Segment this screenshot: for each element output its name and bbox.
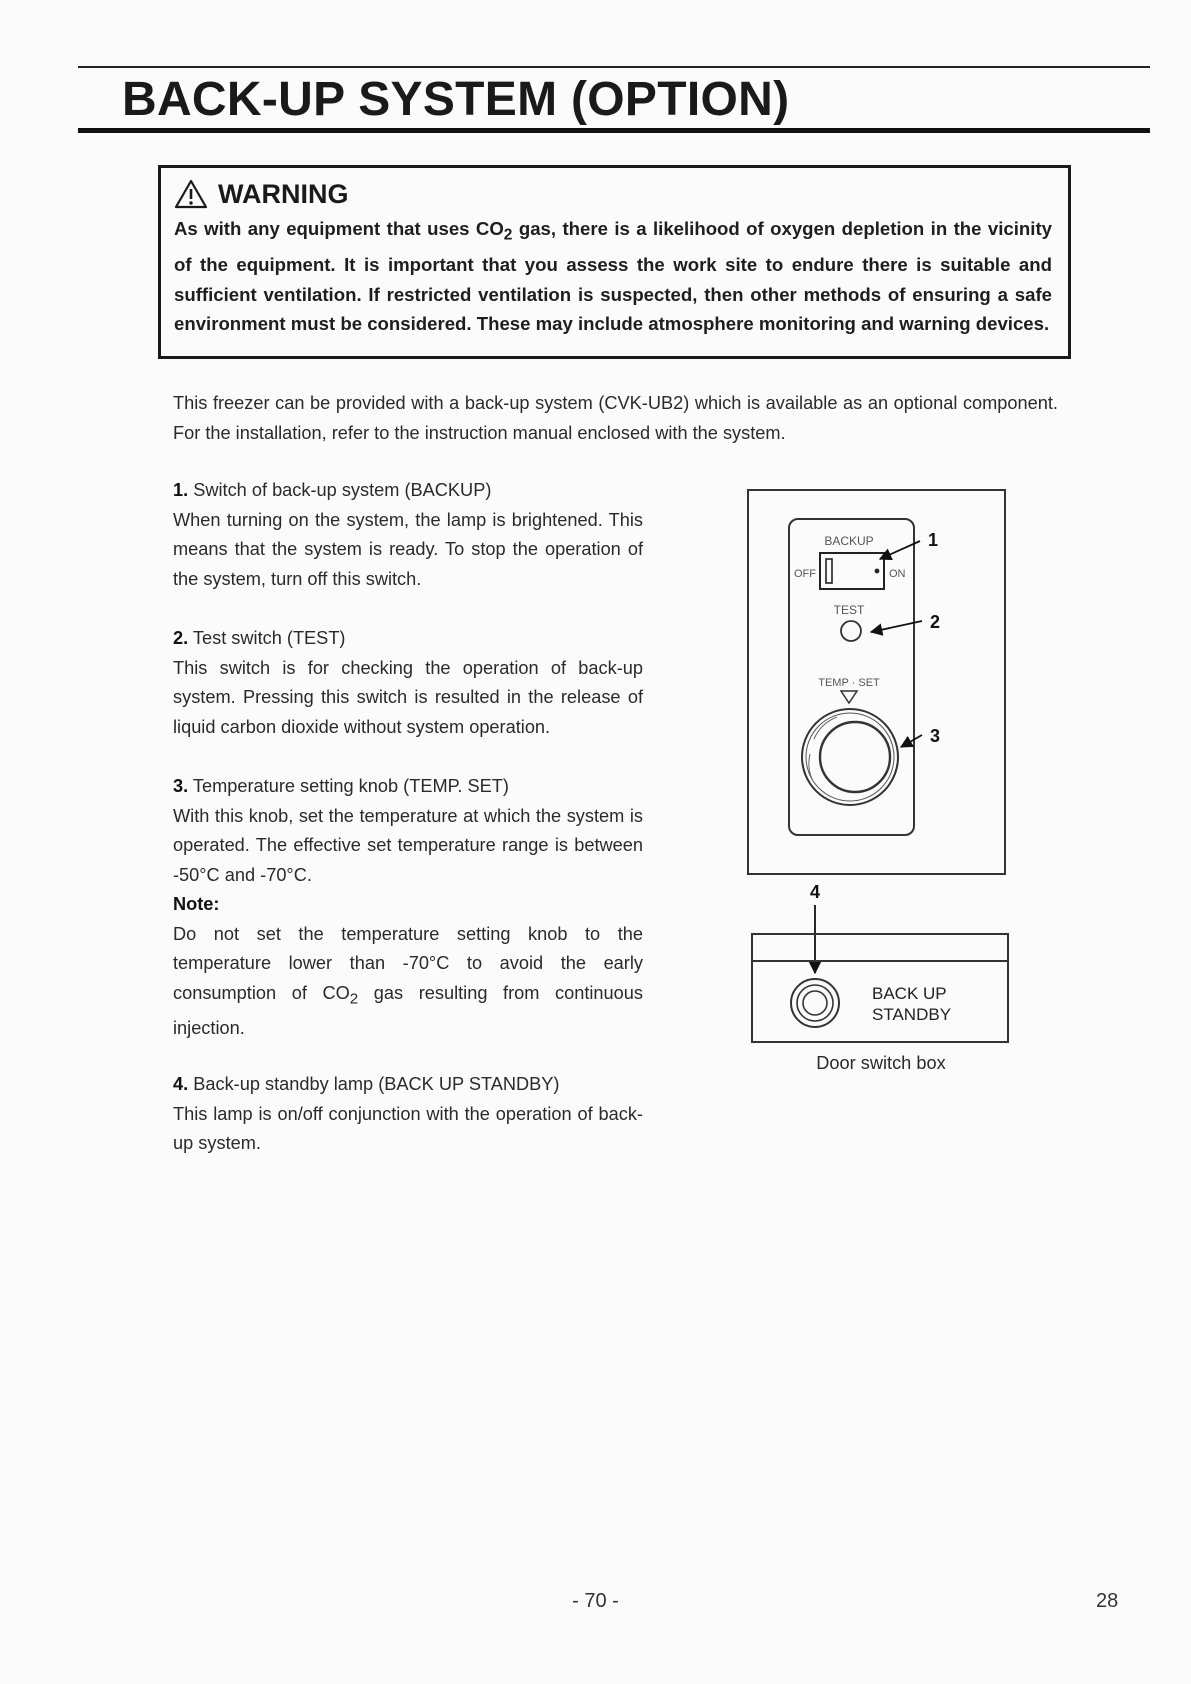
callout-4: 4 bbox=[809, 882, 821, 902]
page-title: BACK-UP SYSTEM (OPTION) bbox=[122, 73, 790, 126]
callout-1: 1 bbox=[927, 530, 939, 550]
item-heading: Switch of back-up system (BACKUP) bbox=[188, 480, 492, 500]
item-backup-switch bbox=[173, 476, 643, 594]
item-body: This switch is for checking the operation of back-up system. Pressing this switch is resulted in the release of liquid carbon dioxide without system operation. bbox=[173, 657, 643, 737]
title-rule bbox=[78, 128, 1150, 133]
note-label: Note: bbox=[173, 894, 220, 914]
switch-lamp bbox=[875, 569, 880, 574]
callout-arrow-3 bbox=[901, 735, 922, 747]
note-text-part: Do not set the temperature setting knob to the temperature lower than -70°C to avoid the early consumption of CO bbox=[173, 923, 643, 1003]
page-number: - 70 - bbox=[572, 1590, 619, 1612]
warning-text bbox=[174, 214, 1052, 339]
page-number-right: 28 bbox=[1096, 1590, 1119, 1612]
knob-indicator bbox=[841, 691, 857, 703]
item-number: 4. bbox=[173, 1074, 189, 1094]
lamp-label-line1: BACK UP bbox=[872, 984, 947, 1003]
intro-paragraph: This freezer can be provided with a back-up system (CVK-UB2) which is available as an optional component. For the installation, refer to the instruction manual enclosed with the system. bbox=[173, 393, 1058, 443]
item-heading: Back-up standby lamp (BACK UP STANDBY) bbox=[188, 1074, 560, 1094]
item-heading: Temperature setting knob (TEMP. SET) bbox=[188, 776, 509, 796]
lamp-label-line2: STANDBY bbox=[872, 1005, 952, 1024]
knob-scale bbox=[809, 754, 812, 779]
test-button bbox=[841, 621, 861, 641]
item-temp-knob bbox=[173, 772, 643, 1043]
standby-lamp-outer bbox=[791, 979, 839, 1027]
backup-label: BACKUP bbox=[824, 534, 874, 548]
callout-2: 2 bbox=[929, 612, 941, 632]
item-body: When turning on the system, the lamp is brightened. This means that the system is ready. To stop the operation of the system, turn off this switch. bbox=[173, 509, 643, 589]
item-standby-lamp bbox=[173, 1070, 643, 1159]
warning-text-part: As with any equipment that uses CO bbox=[174, 218, 504, 239]
note-text-part: gas resulting from continuous injection. bbox=[173, 982, 643, 1038]
callout-3: 3 bbox=[929, 726, 941, 746]
standby-lamp-inner bbox=[803, 991, 827, 1015]
temp-knob-dial bbox=[820, 722, 890, 792]
backup-panel-diagram bbox=[747, 489, 1027, 1049]
item-test-switch bbox=[173, 624, 643, 742]
test-label: TEST bbox=[833, 603, 865, 617]
item-number: 2. bbox=[173, 628, 189, 648]
warning-title: WARNING bbox=[218, 178, 349, 209]
warning-text-part: gas, there is a likelihood of oxygen depletion in the vicinity of the equipment. It is important that you assess the work site to endure there is suitable and sufficient ventilation. If restricted ventilation is suspected, then other methods of ensuring a safe environment must be considered. These may include atmosphere monitoring and warning devices. bbox=[174, 218, 1052, 335]
note-text bbox=[173, 920, 643, 1044]
off-label: OFF bbox=[794, 568, 816, 580]
warning-box bbox=[158, 165, 1071, 359]
item-body: This lamp is on/off conjunction with the operation of back-up system. bbox=[173, 1103, 643, 1153]
door-switch-caption: Door switch box bbox=[816, 1053, 946, 1073]
on-label: ON bbox=[889, 568, 906, 580]
item-number: 1. bbox=[173, 480, 189, 500]
switch-rocker bbox=[826, 559, 832, 583]
temp-set-label: TEMP · SET bbox=[818, 677, 880, 689]
note-subscript: 2 bbox=[349, 990, 359, 1008]
top-rule bbox=[78, 66, 1150, 68]
warning-header bbox=[174, 174, 1052, 214]
warning-triangle-icon bbox=[174, 179, 208, 209]
item-body: With this knob, set the temperature at which the system is operated. The effective set temperature range is between -50°C and -70°C. bbox=[173, 805, 643, 885]
warning-subscript: 2 bbox=[503, 226, 513, 244]
item-number: 3. bbox=[173, 776, 189, 796]
item-heading: Test switch (TEST) bbox=[188, 628, 346, 648]
